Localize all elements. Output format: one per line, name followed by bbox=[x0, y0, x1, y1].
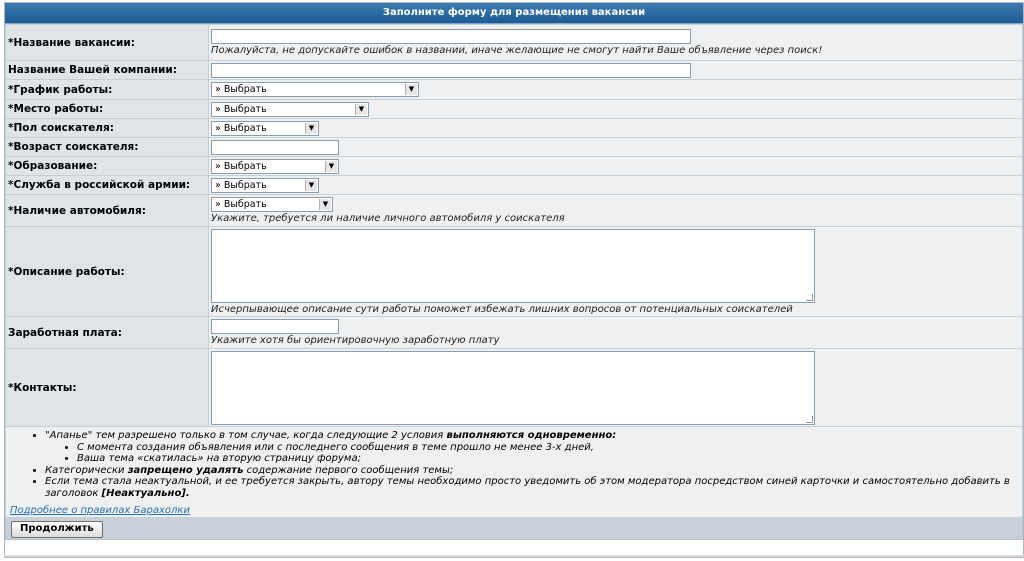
vacancy-name-input[interactable] bbox=[211, 29, 691, 44]
rule-emphasis: [Неактуально]. bbox=[101, 487, 190, 499]
schedule-label: *График работы: bbox=[6, 80, 209, 100]
rule-emphasis: запрещено удалять bbox=[127, 464, 244, 476]
chevron-down-icon: ▼ bbox=[319, 199, 331, 210]
vacancy-form-table bbox=[5, 24, 1023, 427]
vacancy-name-label: *Название вакансии: bbox=[6, 25, 209, 61]
contacts-label: *Контакты: bbox=[6, 349, 209, 427]
rules-link[interactable]: Подробнее о правилах Барахолки bbox=[10, 505, 190, 516]
education-label: *Образование: bbox=[6, 157, 209, 176]
chevron-down-icon: ▼ bbox=[305, 180, 317, 191]
rule-item bbox=[45, 465, 1019, 477]
rule-text: Если тема стала неактуальной, и ее требуется закрыть, автору темы необходимо просто уведомить об этом модератора посредством синей карточки и самостоятельно добавить в заголовок bbox=[45, 476, 1010, 499]
form-footer bbox=[5, 518, 1023, 540]
rule-item bbox=[45, 430, 1019, 465]
army-select-value: » Выбрать bbox=[215, 179, 267, 191]
company-name-input[interactable] bbox=[211, 63, 691, 78]
car-select-value: » Выбрать bbox=[215, 199, 267, 210]
salary-input[interactable] bbox=[211, 319, 339, 334]
form-container bbox=[4, 2, 1024, 558]
age-label: *Возраст соискателя: bbox=[6, 138, 209, 157]
description-textarea[interactable] bbox=[211, 229, 815, 303]
education-select-value: » Выбрать bbox=[215, 160, 267, 172]
rule-text: содержание первого сообщения темы; bbox=[243, 464, 454, 476]
rule-subitem: • Ваша тема «скатилась» на вторую страницу форума; bbox=[77, 453, 1019, 465]
education-select[interactable] bbox=[211, 159, 339, 174]
chevron-down-icon: ▼ bbox=[305, 123, 317, 134]
age-input[interactable] bbox=[211, 140, 339, 155]
resize-grip-icon[interactable] bbox=[806, 294, 813, 301]
rule-text: Категорически bbox=[45, 464, 128, 476]
frame-shadow bbox=[4, 555, 1024, 557]
car-hint: Укажите, требуется ли наличие личного автомобиля у соискателя bbox=[211, 213, 565, 224]
rule-item bbox=[45, 476, 1019, 499]
chevron-down-icon: ▼ bbox=[355, 104, 367, 115]
contacts-textarea[interactable] bbox=[211, 351, 815, 425]
resize-grip-icon[interactable] bbox=[806, 416, 813, 423]
car-label: *Наличие автомобиля: bbox=[6, 195, 209, 227]
gender-select-value: » Выбрать bbox=[215, 122, 267, 134]
company-name-label: Название Вашей компании: bbox=[6, 61, 209, 80]
chevron-down-icon: ▼ bbox=[325, 161, 337, 172]
description-hint: Исчерпывающее описание сути работы поможет избежать лишних вопросов от потенциальных соискателей bbox=[211, 303, 793, 315]
gender-label: *Пол соискателя: bbox=[6, 119, 209, 138]
rule-text: "Апанье" тем разрешено только в том случае, когда следующие 2 условия bbox=[45, 430, 447, 441]
salary-label: Заработная плата: bbox=[6, 317, 209, 349]
work-place-label: *Место работы: bbox=[6, 100, 209, 119]
rule-emphasis: выполняются одновременно: bbox=[446, 430, 617, 441]
form-title: Заполните форму для размещения вакансии bbox=[5, 3, 1023, 24]
chevron-down-icon: ▼ bbox=[405, 84, 417, 95]
rule-subitem: • С момента создания объявления или с последнего сообщения в теме прошло не менее 3-х дней, bbox=[77, 442, 1019, 454]
description-label: *Описание работы: bbox=[6, 227, 209, 317]
vacancy-name-hint: Пожалуйста, не допускайте ошибок в названии, иначе желающие не смогут найти Ваше объявление через поиск! bbox=[211, 45, 823, 56]
continue-button[interactable]: Продолжить bbox=[11, 521, 103, 538]
rules-list bbox=[9, 430, 1019, 499]
car-select[interactable] bbox=[211, 197, 333, 212]
work-place-select-value: » Выбрать bbox=[215, 103, 267, 115]
schedule-select-value: » Выбрать bbox=[215, 84, 267, 95]
army-select[interactable] bbox=[211, 178, 319, 193]
rules-section bbox=[5, 427, 1023, 518]
gender-select[interactable] bbox=[211, 121, 319, 136]
army-label: *Служба в российской армии: bbox=[6, 176, 209, 195]
schedule-select[interactable] bbox=[211, 82, 419, 97]
work-place-select[interactable] bbox=[211, 102, 369, 117]
salary-hint: Укажите хотя бы ориентировочную заработную плату bbox=[211, 335, 500, 346]
rule-sublist bbox=[45, 442, 1019, 465]
